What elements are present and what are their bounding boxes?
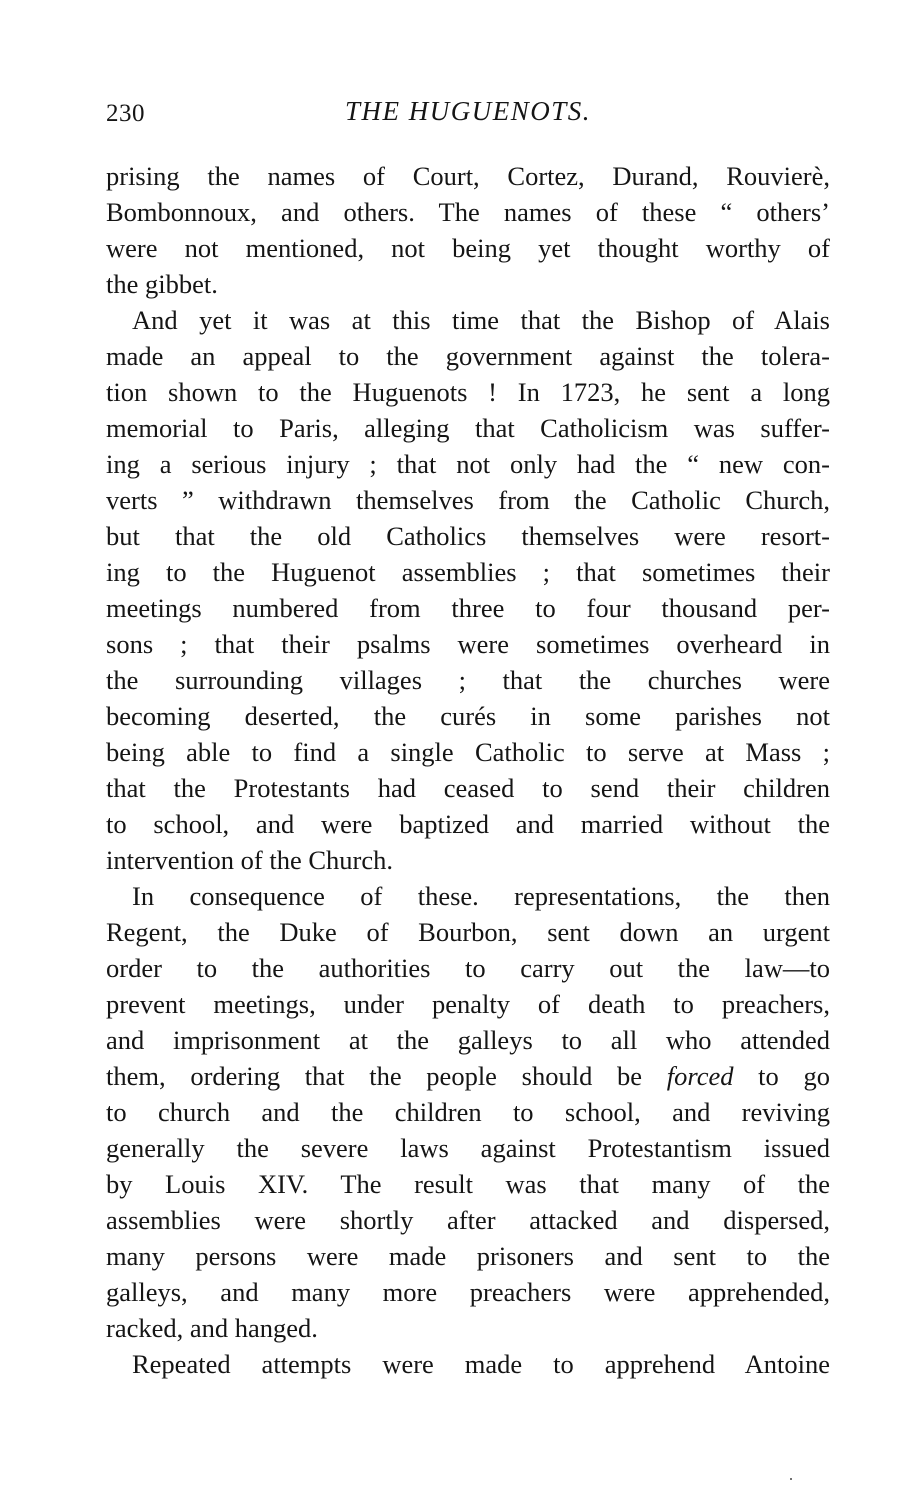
text-line: memorial to Paris, alleging that Catholicism was suffer- <box>106 413 830 443</box>
text-line: prevent meetings, under penalty of death to preachers, <box>106 989 830 1019</box>
text-line: And yet it was at this time that the Bishop of Alais <box>132 305 830 335</box>
text-line: were not mentioned, not being yet thought worthy of <box>106 233 830 263</box>
text-line: ing a serious injury ; that not only had the “ new con- <box>106 449 830 479</box>
text-line: In consequence of these. representations, the then <box>132 881 830 911</box>
text-line: intervention of the Church. <box>106 845 394 875</box>
text-line: prising the names of Court, Cortez, Durand, Rouvierè, <box>106 161 830 191</box>
text-line: order to the authorities to carry out the law—to <box>106 953 830 983</box>
text-line: many persons were made prisoners and sent to the <box>106 1241 830 1271</box>
text-line: tion shown to the Huguenots ! In 1723, he sent a long <box>106 377 830 407</box>
text-line: being able to find a single Catholic to serve at Mass ; <box>106 737 830 767</box>
text-line: Bombonnoux, and others. The names of these “ others’ <box>106 197 830 227</box>
body-text <box>106 158 830 1382</box>
text-segment: them, ordering that the people should be <box>106 1061 643 1091</box>
text-line: sons ; that their psalms were sometimes overheard in <box>106 629 830 659</box>
running-title: THE HUGUENOTS. <box>344 96 592 126</box>
text-line: the surrounding villages ; that the churches were <box>106 665 830 695</box>
text-line: becoming deserted, the curés in some parishes not <box>106 701 830 731</box>
text-line: the gibbet. <box>106 269 218 299</box>
text-line: assemblies were shortly after attacked and dispersed, <box>106 1205 830 1235</box>
text-line <box>106 1058 830 1094</box>
text-line: and imprisonment at the galleys to all who attended <box>106 1025 830 1055</box>
text-line: to school, and were baptized and married without the <box>106 809 830 839</box>
text-line: generally the severe laws against Protestantism issued <box>106 1133 830 1163</box>
text-line: racked, and hanged. <box>106 1313 318 1343</box>
text-line: to church and the children to school, and reviving <box>106 1097 830 1127</box>
text-line: Repeated attempts were made to apprehend Antoine <box>132 1349 830 1379</box>
text-line: by Louis XIV. The result was that many of the <box>106 1169 830 1199</box>
text-line: but that the old Catholics themselves were resort- <box>106 521 830 551</box>
running-head <box>106 96 830 136</box>
text-line: ing to the Huguenot assemblies ; that sometimes their <box>106 557 830 587</box>
print-speck <box>790 1478 792 1480</box>
text-line: meetings numbered from three to four thousand per- <box>106 593 830 623</box>
text-line: Regent, the Duke of Bourbon, sent down an urgent <box>106 917 830 947</box>
text-segment: to go <box>758 1061 830 1091</box>
italic-word: forced <box>666 1061 734 1091</box>
text-line: made an appeal to the government against the tolera- <box>106 341 830 371</box>
text-line: verts ” withdrawn themselves from the Catholic Church, <box>106 485 830 515</box>
text-line: that the Protestants had ceased to send their children <box>106 773 830 803</box>
page-number: 230 <box>106 100 145 127</box>
text-line: galleys, and many more preachers were apprehended, <box>106 1277 830 1307</box>
